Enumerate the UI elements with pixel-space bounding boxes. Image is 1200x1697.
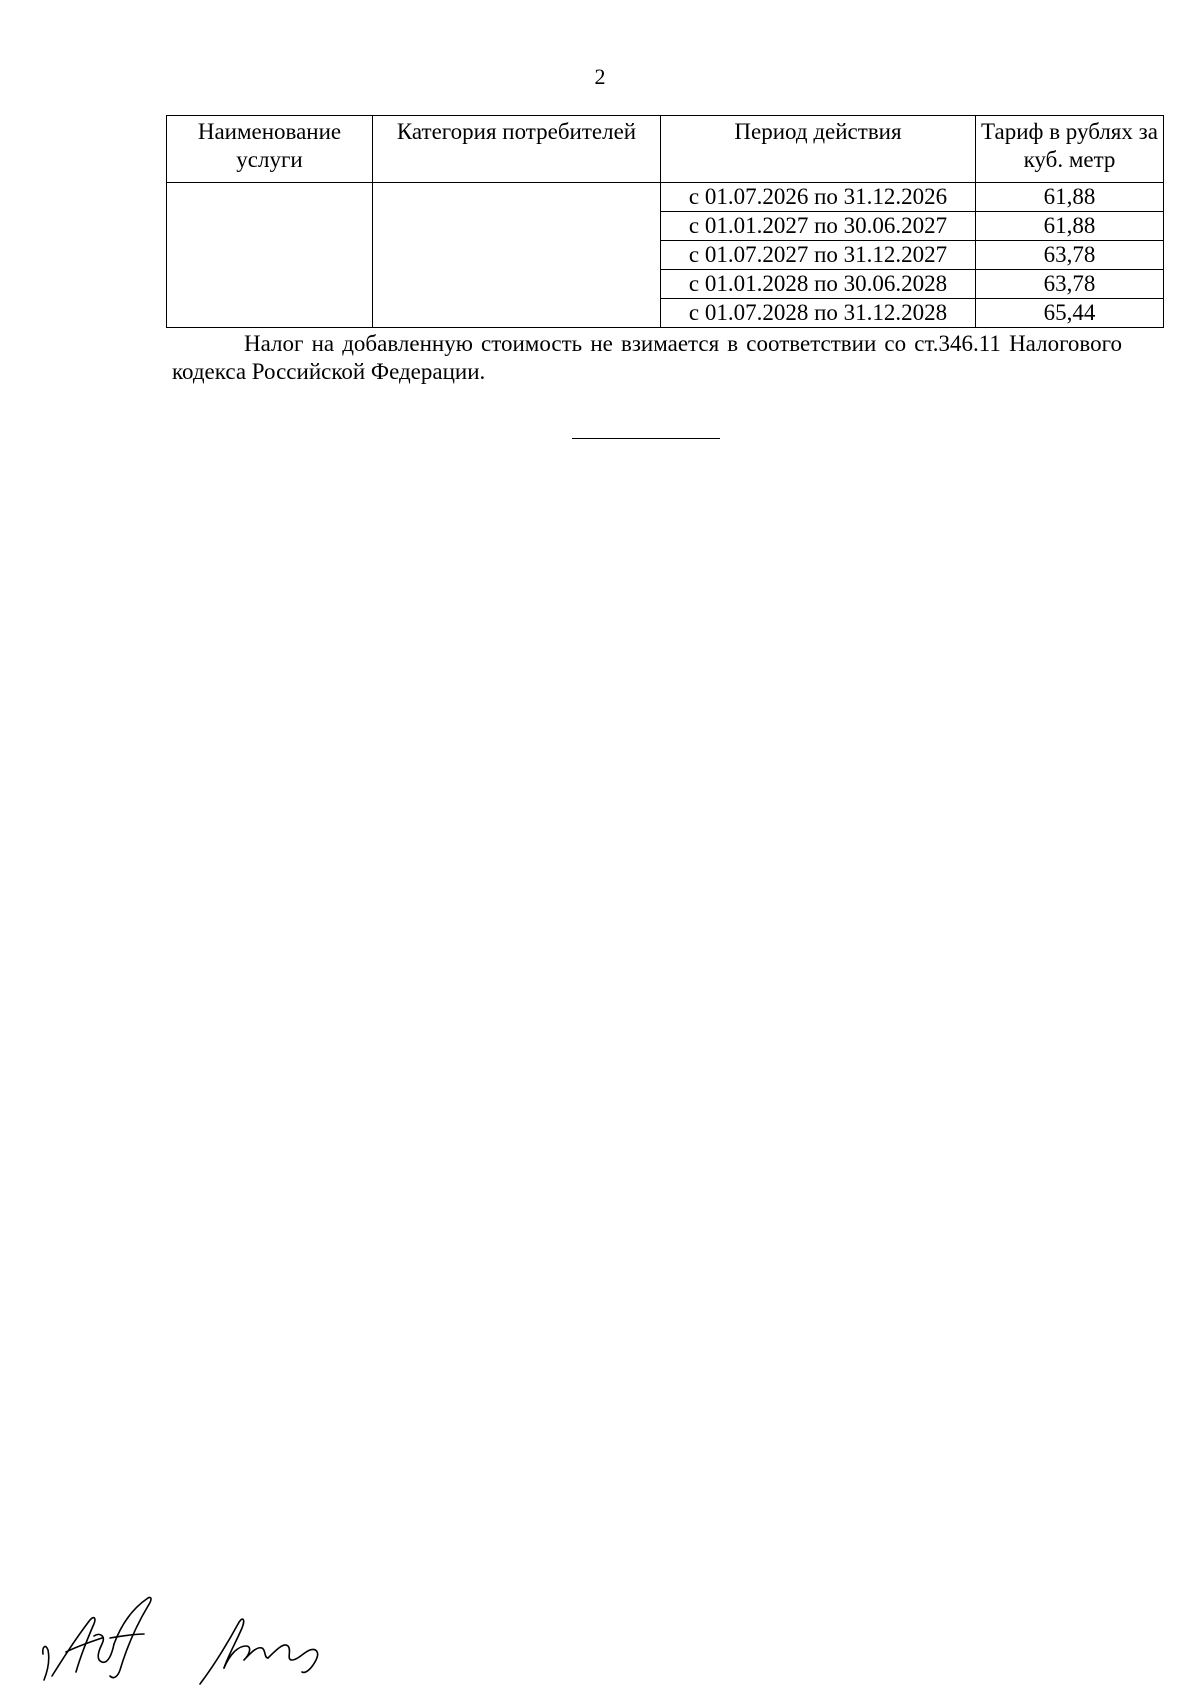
tariff-cell: 63,78 — [976, 270, 1164, 299]
end-of-document-rule — [572, 438, 720, 439]
tariff-table — [166, 115, 1164, 328]
header-consumer-category: Категория потребителей — [373, 116, 661, 183]
period-cell: с 01.07.2028 по 31.12.2028 — [661, 299, 976, 328]
header-service-name: Наименование услуги — [167, 116, 373, 183]
tariff-cell: 63,78 — [976, 241, 1164, 270]
tariff-cell: 61,88 — [976, 183, 1164, 212]
tariff-cell: 61,88 — [976, 212, 1164, 241]
consumer-category-cell — [373, 183, 661, 328]
header-tariff: Тариф в рублях за куб. метр — [976, 116, 1164, 183]
handwritten-signature-2-icon — [200, 1619, 318, 1684]
table-row — [167, 183, 1164, 212]
period-cell: с 01.07.2026 по 31.12.2026 — [661, 183, 976, 212]
vat-note: Налог на добавленную стоимость не взимается в соответствии со ст.346.11 Налогового кодекса Российской Федерации. — [172, 331, 1122, 384]
period-cell: с 01.01.2027 по 30.06.2027 — [661, 212, 976, 241]
tariff-cell: 65,44 — [976, 299, 1164, 328]
table-header-row — [167, 116, 1164, 183]
period-cell: с 01.01.2028 по 30.06.2028 — [661, 270, 976, 299]
page-number: 2 — [594, 64, 606, 89]
header-validity-period: Период действия — [661, 116, 976, 183]
period-cell: с 01.07.2027 по 31.12.2027 — [661, 241, 976, 270]
service-name-cell — [167, 183, 373, 328]
signatures-block — [40, 1580, 330, 1690]
handwritten-signature-1-icon — [43, 1597, 151, 1680]
